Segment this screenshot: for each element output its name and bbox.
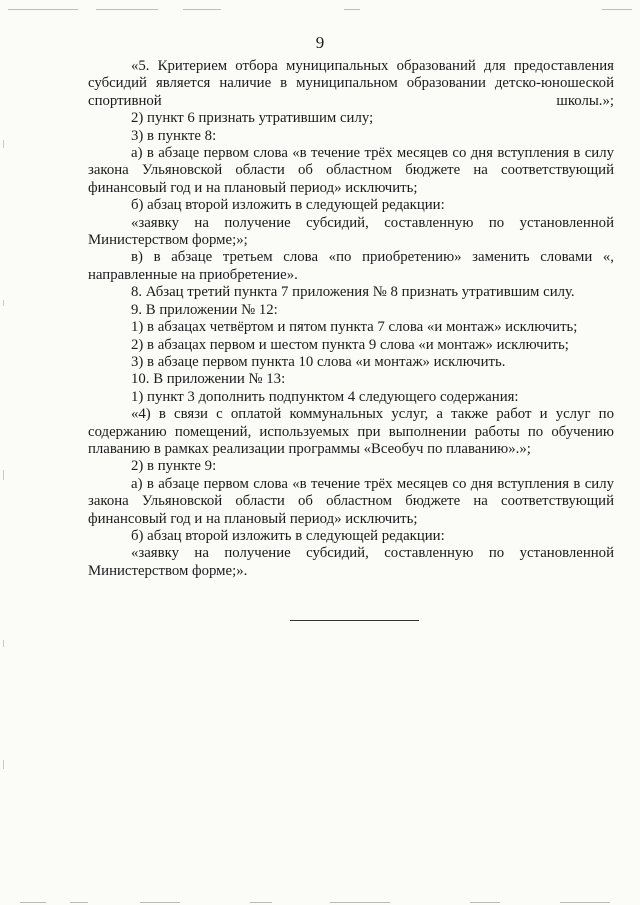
paragraph: 3) в пункте 8: <box>131 127 217 144</box>
scan-edge-top <box>0 9 640 11</box>
paragraph: 10. В приложении № 13: <box>131 371 286 388</box>
paragraph: б) абзац второй изложить в следующей редакции: <box>131 527 445 544</box>
paragraph: 9. В приложении № 12: <box>131 301 278 318</box>
paragraph: 2) в абзацах первом и шестом пункта 9 слова «и монтаж» исключить; <box>131 336 569 353</box>
paragraph: 2) в пункте 9: <box>131 458 217 475</box>
scan-edge-bottom <box>0 900 640 903</box>
paragraph: «5. Критерием отбора муниципальных образований для предоставления субсидий является наличие в муниципальном образовании детско-юношеской спортивной школы.»; <box>88 58 614 109</box>
paragraph: б) абзац второй изложить в следующей редакции: <box>131 197 445 214</box>
paragraph: а) в абзаце первом слова «в течение трёх месяцев со дня вступления в силу закона Ульяновской области об областном бюджете на соответствующий финансовый год и на плановый период» исключить; <box>88 145 614 196</box>
paragraph: 1) пункт 3 дополнить подпунктом 4 следующего содержания: <box>131 388 519 405</box>
page-number: 9 <box>315 33 325 52</box>
paragraph: 2) пункт 6 признать утратившим силу; <box>131 110 374 127</box>
paragraph: 3) в абзаце первом пункта 10 слова «и монтаж» исключить. <box>131 353 506 370</box>
document-body <box>88 58 614 580</box>
closing-rule <box>290 620 419 621</box>
paragraph: 8. Абзац третий пункта 7 приложения № 8 признать утратившим силу. <box>131 284 575 301</box>
paragraph: в) в абзаце третьем слова «по приобретению» заменить словами «, направленные на приобретение». <box>88 249 614 283</box>
paragraph: а) в абзаце первом слова «в течение трёх месяцев со дня вступления в силу закона Ульяновской области об областном бюджете на соответствующий финансовый год и на плановый период» исключить; <box>88 475 614 527</box>
paragraph: «заявку на получение субсидий, составленную по установленной Министерством форме;». <box>88 545 614 579</box>
scan-edge-left <box>3 0 5 905</box>
paragraph: «4) в связи с оплатой коммунальных услуг, а также работ и услуг по содержанию помещений, используемых при выполнении работы по обучению плаванию в рамках реализации программы «Всеобуч по плаванию».»; <box>88 406 614 457</box>
paragraph: 1) в абзацах четвёртом и пятом пункта 7 слова «и монтаж» исключить; <box>131 319 578 336</box>
paragraph: «заявку на получение субсидий, составленную по установленной Министерством форме;»; <box>88 214 614 249</box>
